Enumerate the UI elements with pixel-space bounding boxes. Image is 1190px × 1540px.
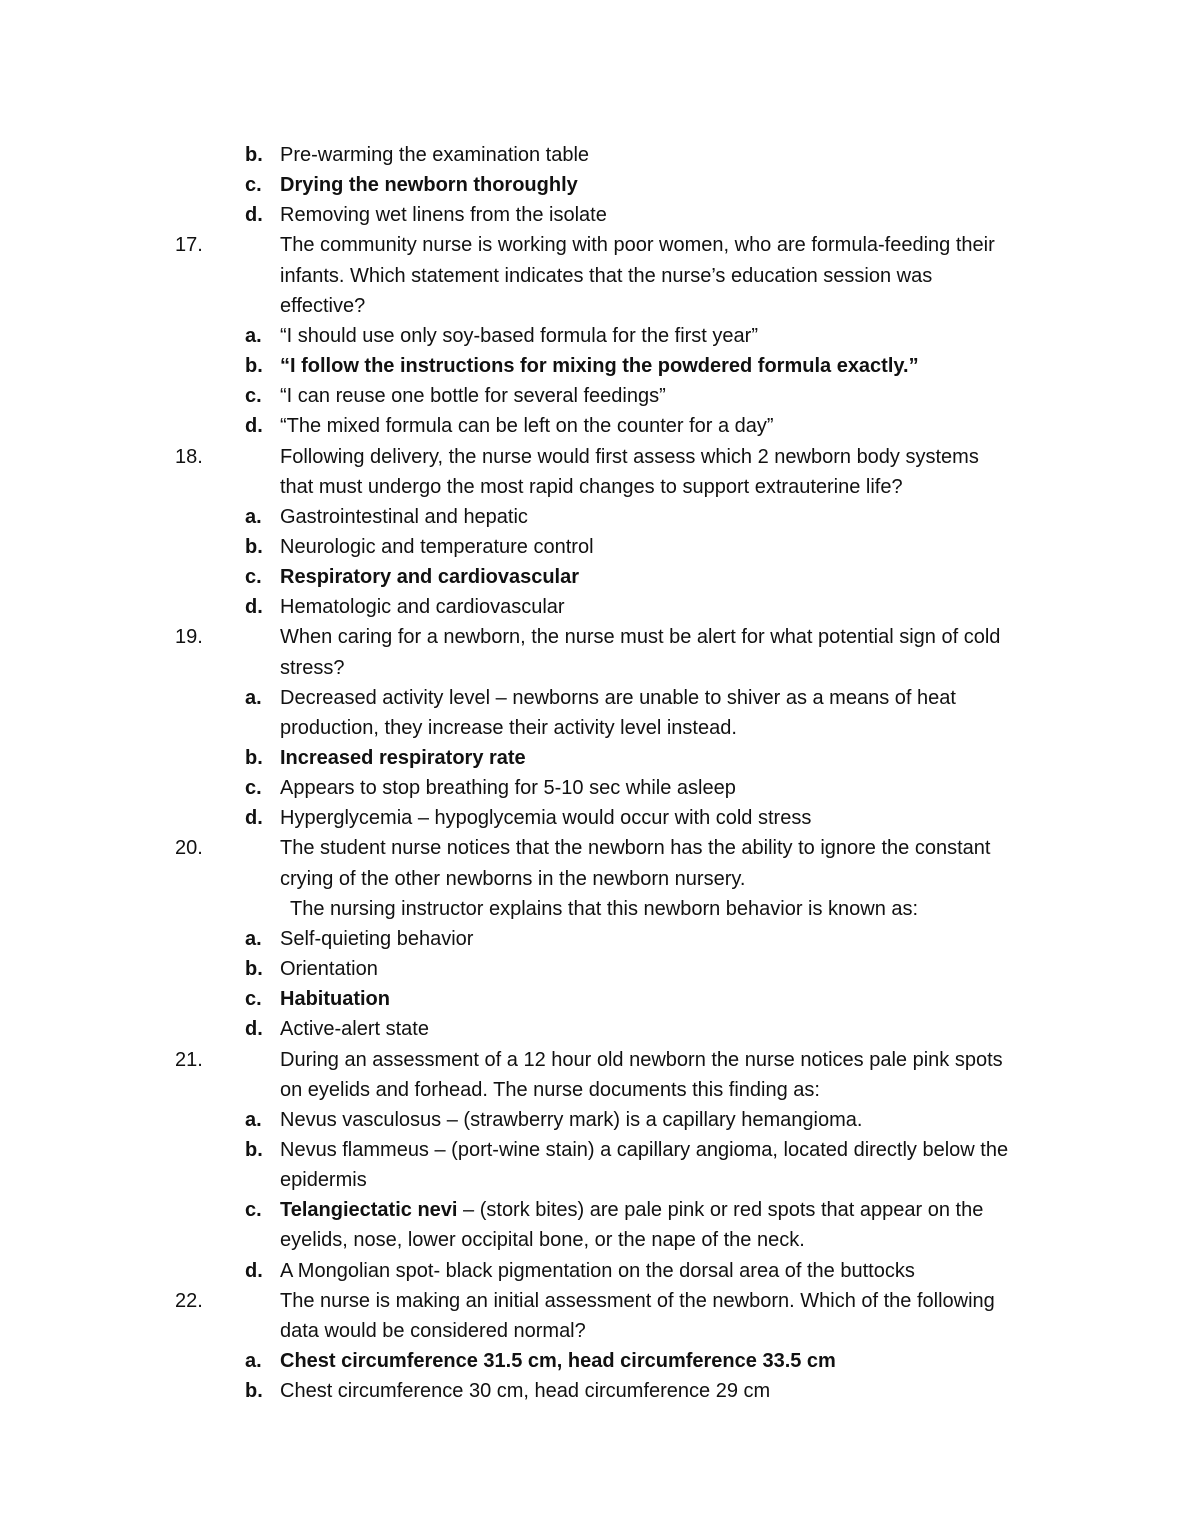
line-text: When caring for a newborn, the nurse must be alert for what potential sign of cold bbox=[280, 626, 1001, 649]
option-letter: c. bbox=[245, 174, 262, 197]
line-text: production, they increase their activity level instead. bbox=[280, 716, 737, 739]
answer-option-line bbox=[0, 351, 1190, 381]
continuation-line bbox=[0, 472, 1190, 502]
line-text: on eyelids and forhead. The nurse documents this finding as: bbox=[280, 1078, 820, 1101]
correct-answer-text: “I follow the instructions for mixing the powdered formula exactly.” bbox=[280, 355, 919, 378]
option-letter: b. bbox=[245, 1380, 263, 1403]
correct-answer-text: Increased respiratory rate bbox=[280, 747, 526, 769]
question-line bbox=[0, 622, 1190, 652]
option-letter: c. bbox=[245, 385, 262, 408]
line-text: epidermis bbox=[280, 1169, 367, 1192]
line-text: Gastrointestinal and hepatic bbox=[280, 505, 528, 528]
line-text: Hyperglycemia – hypoglycemia would occur with cold stress bbox=[280, 807, 812, 830]
question-number: 20. bbox=[175, 837, 203, 860]
option-letter: d. bbox=[245, 1259, 263, 1282]
answer-option-line bbox=[0, 954, 1190, 984]
continuation-line bbox=[0, 1075, 1190, 1105]
line-text: Self-quieting behavior bbox=[280, 927, 474, 950]
line-text: The nurse is making an initial assessment of the newborn. Which of the following bbox=[280, 1289, 995, 1312]
line-text: Decreased activity level – newborns are unable to shiver as a means of heat bbox=[280, 686, 956, 709]
line-text: During an assessment of a 12 hour old newborn the nurse notices pale pink spots bbox=[280, 1048, 1003, 1071]
question-number: 17. bbox=[175, 234, 203, 257]
correct-answer-text: Chest circumference 31.5 cm, head circumference 33.5 cm bbox=[280, 1350, 836, 1372]
answer-option-line bbox=[0, 562, 1190, 592]
correct-answer-text: Respiratory and cardiovascular bbox=[280, 566, 580, 589]
line-text: “I can reuse one bottle for several feedings” bbox=[280, 385, 666, 408]
option-letter: c. bbox=[245, 566, 262, 589]
answer-option-line bbox=[0, 1376, 1190, 1406]
continuation-line bbox=[0, 653, 1190, 683]
option-letter: d. bbox=[245, 807, 263, 830]
line-text: that must undergo the most rapid changes to support extrauterine life? bbox=[280, 475, 903, 498]
answer-option-line bbox=[0, 200, 1190, 230]
line-text: Neurologic and temperature control bbox=[280, 535, 594, 558]
line-text: data would be considered normal? bbox=[280, 1319, 586, 1342]
question-number: 18. bbox=[175, 445, 203, 468]
line-text bbox=[280, 1195, 983, 1225]
line-text: Nevus flammeus – (port-wine stain) a capillary angioma, located directly below the bbox=[280, 1138, 1009, 1161]
answer-option-line bbox=[0, 532, 1190, 562]
answer-option-line bbox=[0, 321, 1190, 351]
line-text: The student nurse notices that the newborn has the ability to ignore the constant bbox=[280, 837, 991, 860]
answer-option-line bbox=[0, 1105, 1190, 1135]
option-letter: a. bbox=[245, 686, 262, 709]
continuation-line bbox=[0, 261, 1190, 291]
answer-option-line bbox=[0, 170, 1190, 200]
question-line bbox=[0, 442, 1190, 472]
answer-option-line bbox=[0, 1346, 1190, 1376]
answer-option-line bbox=[0, 773, 1190, 803]
line-text: Orientation bbox=[280, 958, 378, 981]
question-line bbox=[0, 1286, 1190, 1316]
answer-option-line bbox=[0, 592, 1190, 622]
option-letter: b. bbox=[245, 747, 263, 769]
answer-option-line bbox=[0, 984, 1190, 1014]
option-letter: b. bbox=[245, 355, 263, 378]
correct-answer-text: Habituation bbox=[280, 988, 390, 1011]
answer-option-line bbox=[0, 803, 1190, 833]
line-text: Hematologic and cardiovascular bbox=[280, 596, 565, 619]
term-definition: – (stork bites) are pale pink or red spots that appear on the bbox=[457, 1199, 984, 1222]
answer-option-line bbox=[0, 1014, 1190, 1044]
option-letter: c. bbox=[245, 988, 262, 1011]
option-letter: a. bbox=[245, 1108, 262, 1131]
answer-option-line bbox=[0, 1256, 1190, 1286]
continuation-line bbox=[0, 864, 1190, 894]
line-text: eyelids, nose, lower occipital bone, or the nape of the neck. bbox=[280, 1229, 805, 1252]
answer-option-line bbox=[0, 411, 1190, 441]
line-text: crying of the other newborns in the newborn nursery. bbox=[280, 867, 746, 890]
answer-option-line bbox=[0, 502, 1190, 532]
line-text: effective? bbox=[280, 294, 366, 317]
question-line bbox=[0, 1045, 1190, 1075]
question-number: 19. bbox=[175, 626, 203, 649]
line-text: Pre-warming the examination table bbox=[280, 144, 590, 166]
line-text: The nursing instructor explains that this newborn behavior is known as: bbox=[290, 897, 919, 920]
option-letter: c. bbox=[245, 1199, 262, 1222]
answer-option-line bbox=[0, 743, 1190, 773]
answer-option-line bbox=[0, 924, 1190, 954]
answer-option-line bbox=[0, 1195, 1190, 1225]
correct-answer-text: Drying the newborn thoroughly bbox=[280, 174, 578, 197]
option-letter: c. bbox=[245, 777, 262, 800]
answer-option-line bbox=[0, 683, 1190, 713]
line-text: infants. Which statement indicates that the nurse’s education session was bbox=[280, 264, 933, 287]
line-text: Appears to stop breathing for 5-10 sec while asleep bbox=[280, 777, 736, 800]
continuation-line bbox=[0, 894, 1190, 924]
option-letter: b. bbox=[245, 958, 263, 981]
option-letter: d. bbox=[245, 204, 263, 227]
question-line bbox=[0, 833, 1190, 863]
option-letter: b. bbox=[245, 535, 263, 558]
option-letter: d. bbox=[245, 596, 263, 619]
option-letter: b. bbox=[245, 144, 263, 166]
option-letter: a. bbox=[245, 927, 262, 950]
option-letter: d. bbox=[245, 415, 263, 438]
option-letter: a. bbox=[245, 505, 262, 528]
answer-option-line bbox=[0, 1135, 1190, 1165]
line-text: Active-alert state bbox=[280, 1018, 429, 1041]
bold-term: Telangiectatic nevi bbox=[280, 1199, 458, 1222]
line-text: The community nurse is working with poor women, who are formula-feeding their bbox=[280, 234, 995, 257]
question-number: 21. bbox=[175, 1048, 203, 1071]
continuation-line bbox=[0, 713, 1190, 743]
question-line bbox=[0, 230, 1190, 260]
line-text: stress? bbox=[280, 656, 345, 679]
line-text: Nevus vasculosus – (strawberry mark) is a capillary hemangioma. bbox=[280, 1108, 863, 1131]
question-number: 22. bbox=[175, 1289, 203, 1312]
line-text: A Mongolian spot- black pigmentation on the dorsal area of the buttocks bbox=[280, 1259, 915, 1282]
option-letter: a. bbox=[245, 1350, 262, 1372]
continuation-line bbox=[0, 291, 1190, 321]
line-text: Removing wet linens from the isolate bbox=[280, 204, 607, 227]
continuation-line bbox=[0, 1165, 1190, 1195]
continuation-line bbox=[0, 1225, 1190, 1255]
line-text: Chest circumference 30 cm, head circumference 29 cm bbox=[280, 1380, 771, 1403]
answer-option-line bbox=[0, 381, 1190, 411]
line-text: Following delivery, the nurse would first assess which 2 newborn body systems bbox=[280, 445, 979, 468]
option-letter: a. bbox=[245, 324, 262, 347]
option-letter: d. bbox=[245, 1018, 263, 1041]
line-text: “The mixed formula can be left on the counter for a day” bbox=[280, 415, 774, 438]
option-letter: b. bbox=[245, 1138, 263, 1161]
answer-option-line bbox=[0, 140, 1190, 170]
continuation-line bbox=[0, 1316, 1190, 1346]
line-text: “I should use only soy-based formula for the first year” bbox=[280, 324, 758, 347]
